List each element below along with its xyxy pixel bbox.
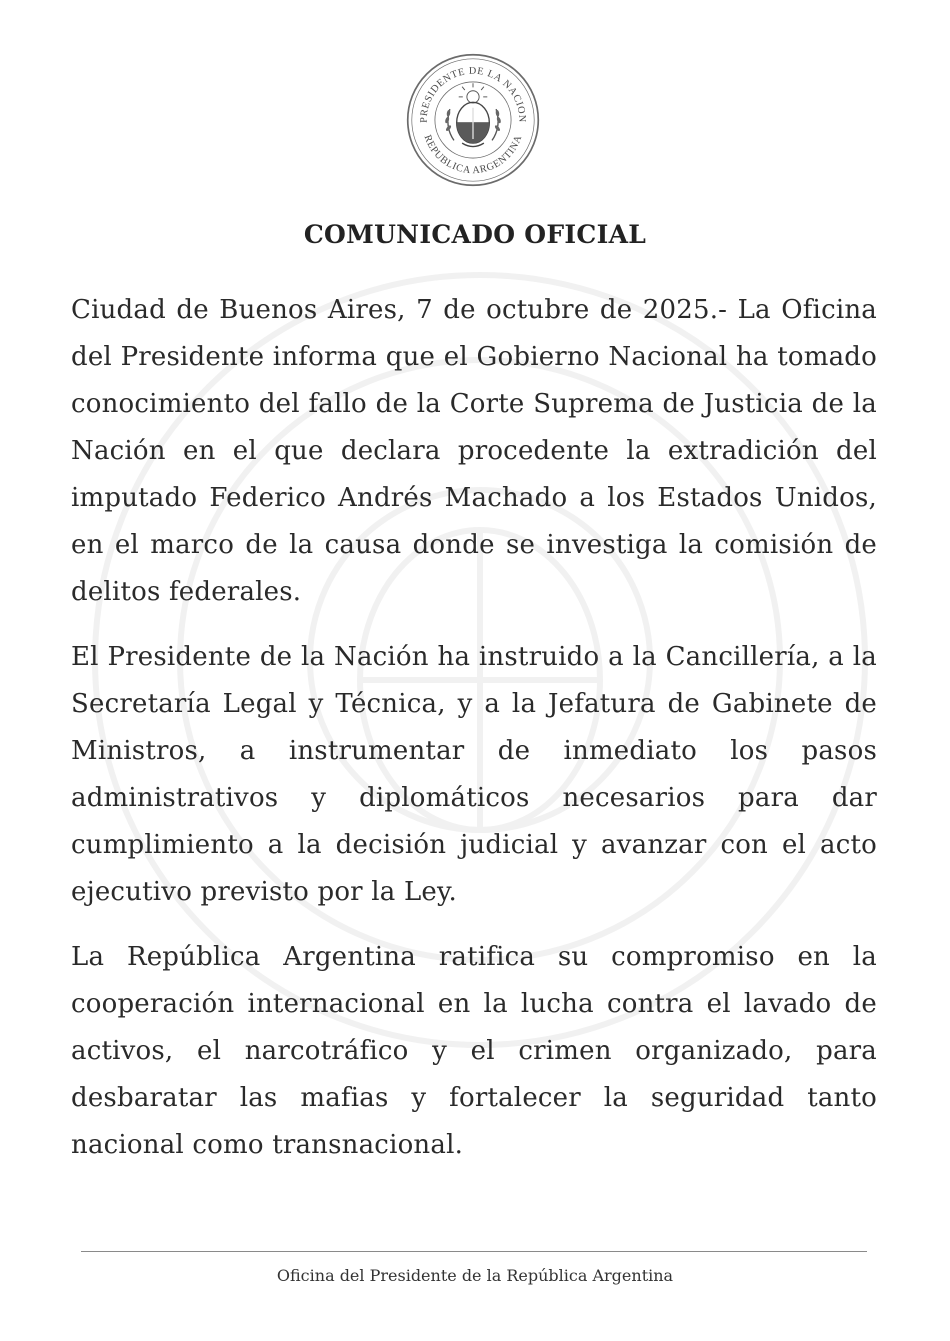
seal-top-text: PRESIDENTE DE LA NACION [418,65,528,123]
footer-divider [81,1251,867,1252]
document-title: COMUNICADO OFICIAL [303,220,647,249]
presidential-seal-logo [405,52,541,188]
paragraph-1: Ciudad de Buenos Aires, 7 de octubre de 2025.- La Oficina del Presidente informa que el Gobierno Nacional ha tomado conocimiento del fallo de la Corte Suprema de Justicia de la Nación en el que declara procedente la extradición del imputado Federico Andrés Machado a los Estados Unidos, en el marco de la causa donde se investiga la comisión de delitos federales. [71,295,877,607]
document-body [71,287,877,1187]
paragraph-3: La República Argentina ratifica su compromiso en la cooperación internacional en la lucha contra el lavado de activos, el narcotráfico y el crimen organizado, para desbaratar las mafias y fortalecer la seguridad tanto nacional como transnacional. [71,942,877,1160]
footer-text: Oficina del Presidente de la República Argentina [276,1266,674,1285]
paragraph-2: El Presidente de la Nación ha instruido a la Cancillería, a la Secretaría Legal y Técnica, y a la Jefatura de Gabinete de Ministros, a instrumentar de inmediato los pasos administrativos y diplomáticos necesarios para dar cumplimiento a la decisión judicial y avanzar con el acto ejecutivo previsto por la Ley. [71,642,877,907]
seal-bottom-text: REPUBLICA ARGENTINA [421,133,525,177]
